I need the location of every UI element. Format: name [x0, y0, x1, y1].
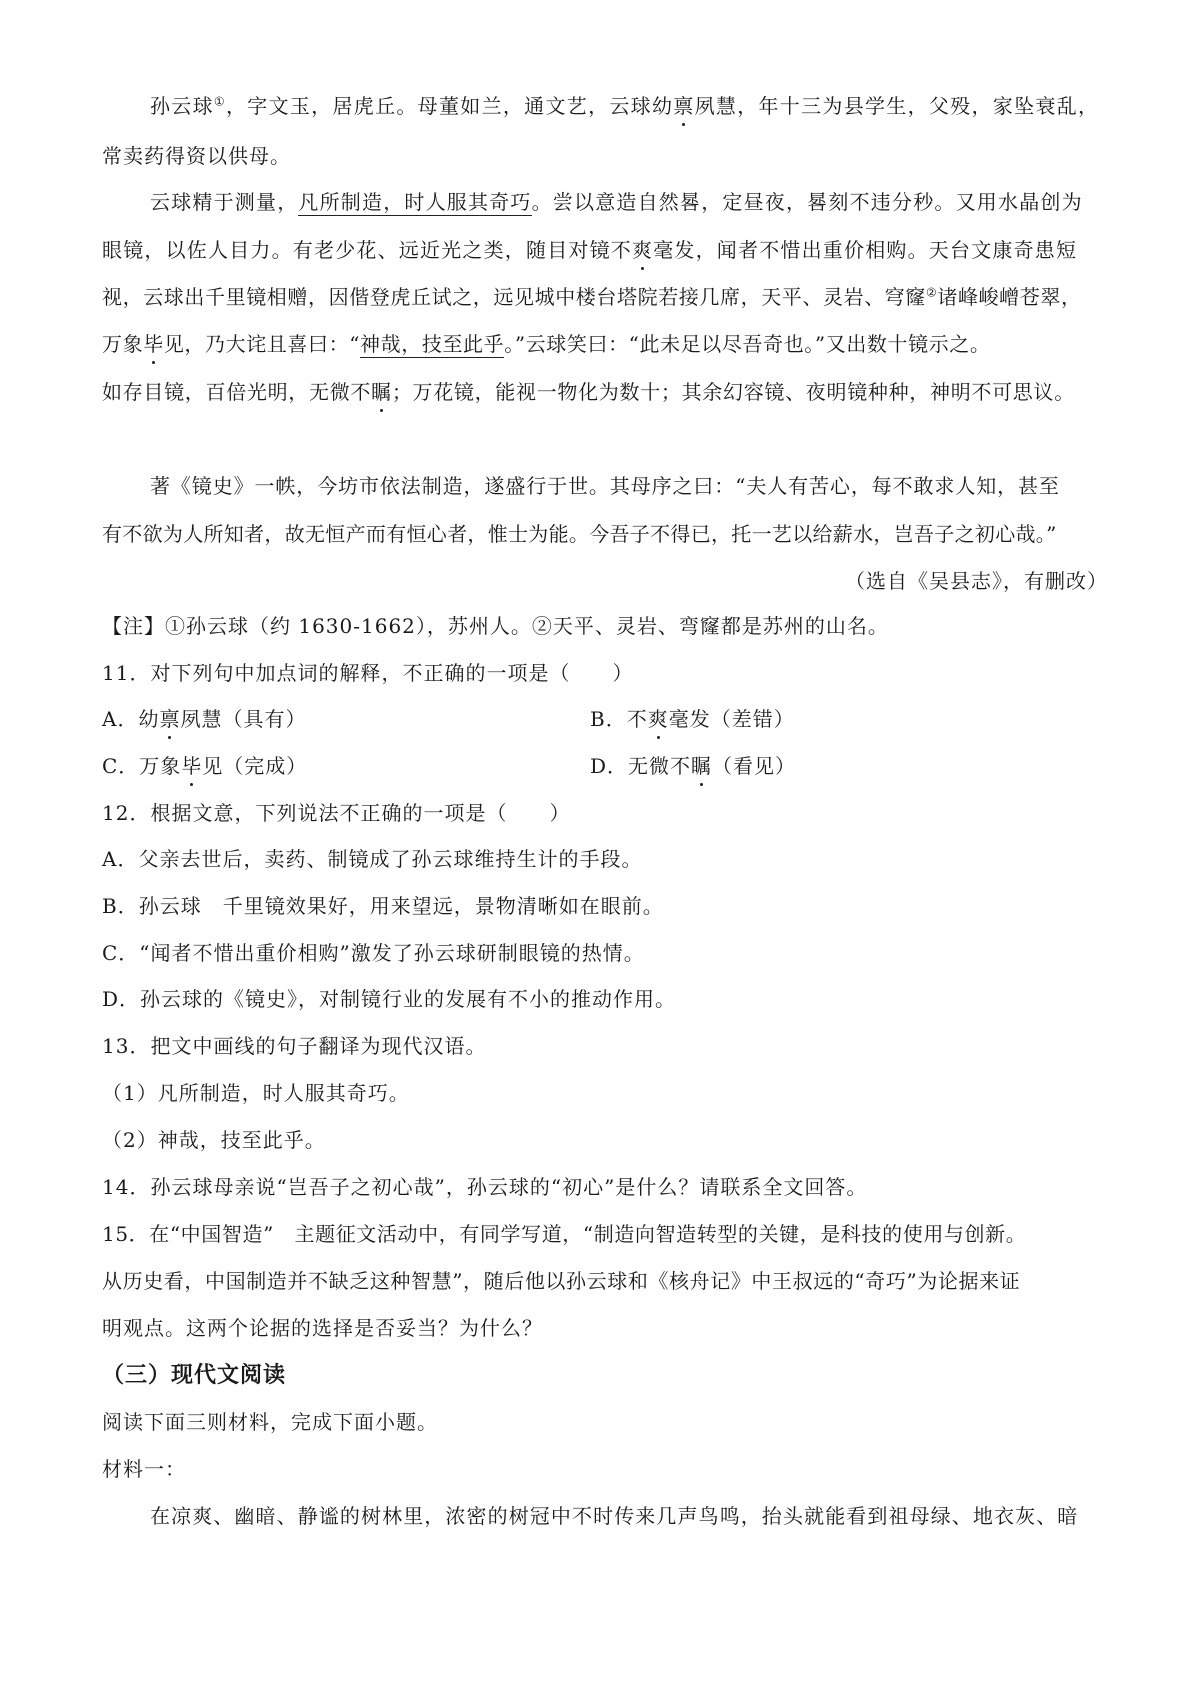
source-citation: （选自《吴县志》，有删改） — [845, 569, 1108, 593]
emphasis-dot-word: 爽 — [632, 238, 654, 262]
question-15-line2 — [102, 1265, 1020, 1294]
text: 万象 — [102, 332, 144, 356]
text: D．孙云球的《镜史》，对制镜行业的发展有不小的推动作用。 — [102, 987, 677, 1011]
text: 视，云球出千里镜相赠，因偕登虎丘试之，远见城中楼台塔院若接几席，天平、灵岩、穹窿 — [102, 285, 926, 309]
text: 在凉爽、幽暗、静谧的树林里，浓密的树冠中不时传来几声鸟鸣，抬头就能看到祖母绿、地衣灰、暗 — [150, 1504, 1079, 1528]
text: 明观点。这两个论据的选择是否妥当？为什么？ — [102, 1316, 543, 1340]
text: 如存目镜，百倍光明，无微不 — [102, 380, 372, 404]
text: 13．把文中画线的句子翻译为现代汉语。 — [102, 1034, 487, 1058]
text: 11．对下列句中加点词的解释，不正确的一项是（ ） — [102, 661, 634, 685]
emphasis-dot-word: 毕 — [143, 332, 164, 356]
text: ；万花镜，能视一物化为数十；其余幻容镜、夜明镜种种，神明不可思议。 — [391, 380, 1075, 404]
underlined-sentence-1: 凡所制造，时人服其奇巧 — [298, 190, 532, 214]
text: 毫发，闻者不惜出重价相购。天台文康奇患短 — [653, 238, 1078, 262]
passage-p1-line2 — [102, 140, 291, 169]
text: 诸峰峻嶒苍翠， — [937, 285, 1082, 309]
text: 夙慧，年十三为县学生，父殁，家坠衰乱， — [694, 94, 1100, 118]
text: 15．在“中国智造” 主题征文活动中，有同学写道，“制造向智造转型的关键，是科技的使用与创新。 — [102, 1222, 1027, 1246]
question-11-option-b — [590, 703, 795, 732]
question-14-stem — [102, 1171, 867, 1200]
text: 。尝以意造自然晷，定昼夜，晷刻不违分秒。又用水晶创为 — [531, 190, 1083, 214]
text: （2）神哉，技至此乎。 — [102, 1128, 326, 1152]
text: （1）凡所制造，时人服其奇巧。 — [102, 1081, 410, 1105]
text: 12．根据文意，下列说法不正确的一项是（ ） — [102, 801, 571, 825]
passage-p2-line5 — [102, 376, 1075, 405]
text: 从历史看，中国制造并不缺乏这种智慧”，随后他以孙云球和《核舟记》中王叔远的“奇巧”为论据来证 — [102, 1269, 1021, 1293]
question-11-stem — [102, 657, 633, 686]
question-12-stem — [102, 797, 570, 826]
text: 阅读下面三则材料，完成下面小题。 — [102, 1410, 438, 1434]
emphasis-dot-word: 禀 — [159, 707, 181, 731]
text: 常卖药得资以供母。 — [102, 144, 291, 168]
passage-p2-line1 — [150, 186, 1083, 215]
emphasis-dot-word: 瞩 — [691, 754, 713, 778]
passage-p2-line4 — [102, 328, 991, 357]
text: A．幼 — [102, 707, 160, 731]
text: 见，乃大诧且喜曰：“ — [163, 332, 361, 356]
section-heading: （三）现代文阅读 — [102, 1363, 287, 1388]
passage-p2-line2 — [102, 234, 1077, 263]
material-label — [102, 1453, 186, 1482]
question-11-option-a — [102, 703, 306, 732]
question-12-option-d — [102, 983, 676, 1012]
footnote-mark: ② — [926, 285, 938, 300]
emphasis-dot-word: 瞩 — [371, 380, 392, 404]
question-13-sentence-2 — [102, 1124, 326, 1153]
question-15-line3 — [102, 1312, 543, 1341]
question-11-option-d — [590, 750, 796, 779]
passage-p1-line1 — [150, 90, 1099, 119]
text: （看见） — [712, 754, 797, 778]
emphasis-dot-word: 禀 — [673, 94, 695, 118]
passage-p3-line2 — [102, 518, 1057, 547]
text: D．无微不 — [590, 754, 692, 778]
question-11-option-c — [102, 750, 307, 779]
emphasis-dot-word: 毕 — [181, 754, 203, 778]
passage-p3-line1 — [150, 470, 1060, 499]
text: A．父亲去世后，卖药、制镜成了孙云球维持生计的手段。 — [102, 847, 643, 871]
text: 云球精于测量， — [150, 190, 299, 214]
text: 夙慧（具有） — [180, 707, 307, 731]
text: 孙云球 — [150, 94, 214, 118]
question-13-stem — [102, 1030, 486, 1059]
text: 毫发（差错） — [668, 707, 795, 731]
question-13-sentence-1 — [102, 1077, 410, 1106]
text: 14．孙云球母亲说“岂吾子之初心哉”，孙云球的“初心”是什么？请联系全文回答。 — [102, 1175, 868, 1199]
text: 材料一： — [102, 1457, 186, 1481]
text: B．孙云球 千里镜效果好，用来望远，景物清晰如在眼前。 — [102, 894, 664, 918]
text: 【注】①孙云球（约 1630-1662），苏州人。②天平、灵岩、弯窿都是苏州的山名。 — [102, 614, 889, 638]
underlined-sentence-2: 神哉，技至此乎 — [360, 332, 505, 356]
question-12-option-c — [102, 937, 645, 966]
text: 著《镜史》一帙，今坊市依法制造，遂盛行于世。其母序之曰：“夫人有苦心，每不敢求人知，甚至 — [150, 474, 1060, 498]
text: B．不 — [590, 707, 648, 731]
question-15-line1 — [102, 1218, 1026, 1247]
text: C．万象 — [102, 754, 182, 778]
text: 有不欲为人所知者，故无恒产而有恒心者，惟士为能。今吾子不得已，托一艺以给薪水，岂吾子之初心哉。” — [102, 522, 1057, 546]
text: 眼镜，以佐人目力。有老少花、远近光之类，随目对镜不 — [102, 238, 632, 262]
annotation-note — [102, 610, 889, 639]
footnote-mark: ① — [213, 94, 226, 109]
text: 。”云球笑曰：“此未足以尽吾奇也。”又出数十镜示之。 — [504, 332, 991, 356]
text: C．“闻者不惜出重价相购”激发了孙云球研制眼镜的热情。 — [102, 941, 645, 965]
material-line1 — [150, 1500, 1078, 1529]
emphasis-dot-word: 爽 — [647, 707, 669, 731]
text: 见（完成） — [202, 754, 308, 778]
text: ，字文玉，居虎丘。母董如兰，通文艺，云球幼 — [225, 94, 674, 118]
passage-p2-line3 — [102, 281, 1082, 310]
question-12-option-b — [102, 890, 664, 919]
question-12-option-a — [102, 843, 642, 872]
section-intro — [102, 1406, 438, 1435]
